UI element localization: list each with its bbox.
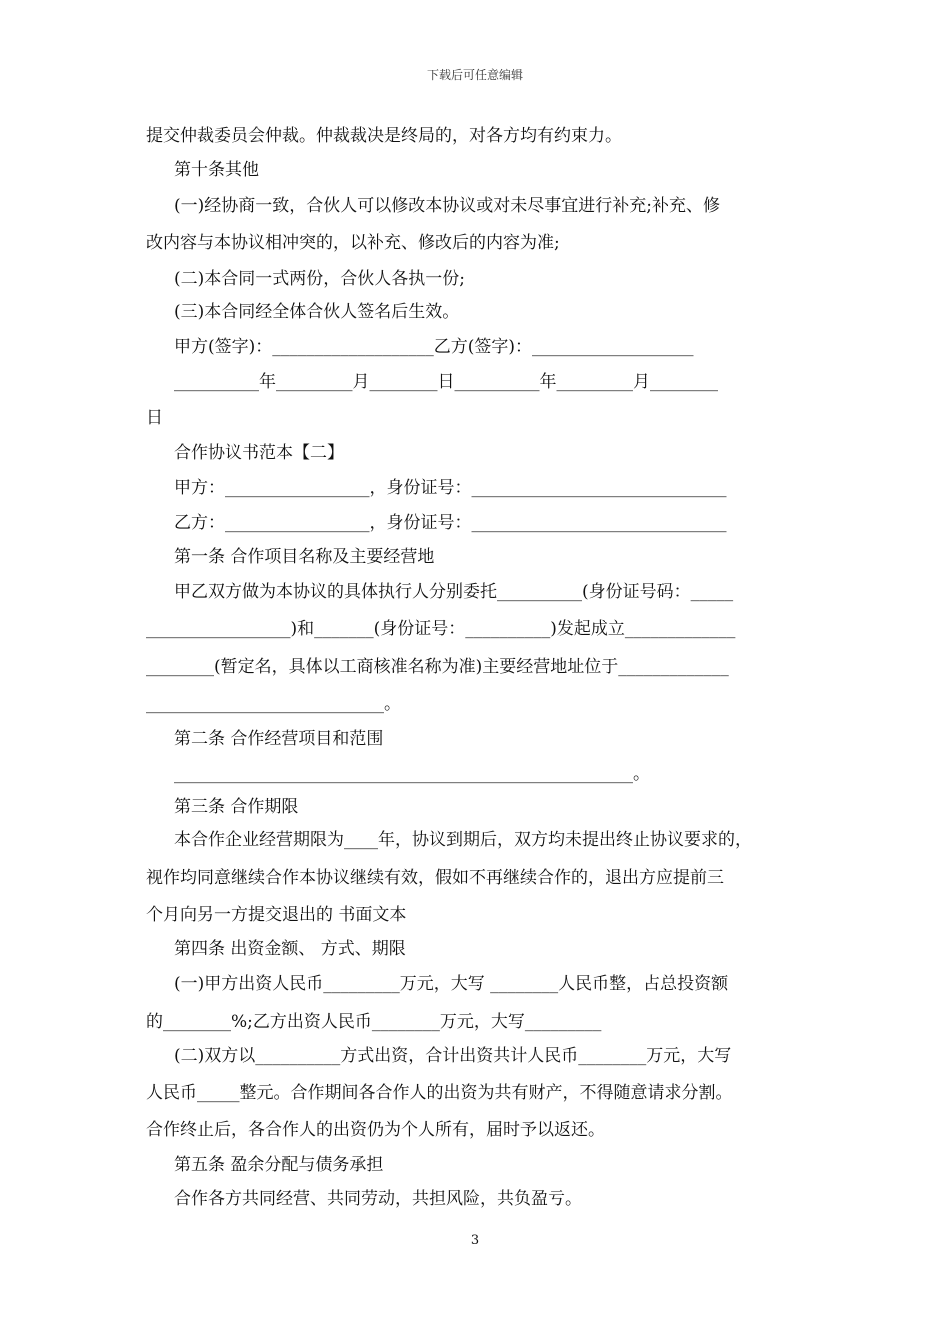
party-a-line: 甲方：_________________，身份证号：______________________________ <box>174 478 727 498</box>
paragraph-line: (三)本合同经全体合伙人签名后生效。 <box>174 302 460 322</box>
paragraph-line: 人民币_____整元。合作期间各合作人的出资为共有财产，不得随意请求分割。 <box>146 1083 733 1103</box>
date-line: 日 <box>146 408 163 428</box>
page-number: 3 <box>470 1233 480 1248</box>
paragraph-line: 改内容与本协议相冲突的，以补充、修改后的内容为准; <box>146 233 560 253</box>
paragraph-line: 提交仲裁委员会仲裁。仲裁裁决是终局的，对各方均有约束力。 <box>146 126 622 146</box>
paragraph-line: (二)双方以__________方式出资，合计出资共计人民币________万元，大写 <box>174 1046 732 1066</box>
section-heading: 第四条 出资金额、 方式、期限 <box>174 939 406 959</box>
fill-in-line: ______________________________________________________。 <box>174 764 650 784</box>
paragraph-line: ________(暂定名，具体以工商核准名称为准)主要经营地址位于_____________ <box>146 657 729 677</box>
page-header: 下载后可任意编辑 <box>426 68 523 82</box>
party-b-line: 乙方：_________________，身份证号：______________________________ <box>174 513 727 533</box>
section-heading: 合作协议书范本【二】 <box>174 443 344 463</box>
section-heading: 第一条 合作项目名称及主要经营地 <box>174 547 435 567</box>
signature-line: 甲方(签字)：___________________乙方(签字)：___________________ <box>174 337 694 357</box>
section-heading: 第五条 盈余分配与债务承担 <box>174 1155 384 1175</box>
section-heading: 第十条其他 <box>174 160 259 180</box>
section-heading: 第三条 合作期限 <box>174 797 299 817</box>
paragraph-line: 合作终止后，各合作人的出资仍为个人所有，届时予以返还。 <box>146 1120 605 1140</box>
paragraph-line: 的________%;乙方出资人民币________万元，大写_________ <box>146 1012 602 1032</box>
paragraph-line: (一)甲方出资人民币_________万元，大写 ________人民币整，占总投资额 <box>174 974 729 994</box>
paragraph-line: 本合作企业经营期限为____年，协议到期后，双方均未提出终止协议要求的， <box>174 830 752 850</box>
paragraph-line: 甲乙双方做为本协议的具体执行人分别委托__________(身份证号码：_____ <box>174 582 734 602</box>
paragraph-line: _________________)和_______(身份证号：__________)发起成立_____________ <box>146 619 736 639</box>
paragraph-line: ____________________________。 <box>146 694 401 714</box>
paragraph-line: (二)本合同一式两份，合伙人各执一份; <box>174 269 465 289</box>
paragraph-line: 个月向另一方提交退出的 书面文本 <box>146 905 407 925</box>
paragraph-line: 视作均同意继续合作本协议继续有效，假如不再继续合作的，退出方应提前三 <box>146 868 724 888</box>
paragraph-line: (一)经协商一致，合伙人可以修改本协议或对未尽事宜进行补充;补充、修 <box>174 196 720 216</box>
section-heading: 第二条 合作经营项目和范围 <box>174 729 384 749</box>
date-line: __________年_________月________日__________年_________月________ <box>174 372 718 392</box>
paragraph-line: 合作各方共同经营、共同劳动，共担风险，共负盈亏。 <box>174 1189 582 1209</box>
